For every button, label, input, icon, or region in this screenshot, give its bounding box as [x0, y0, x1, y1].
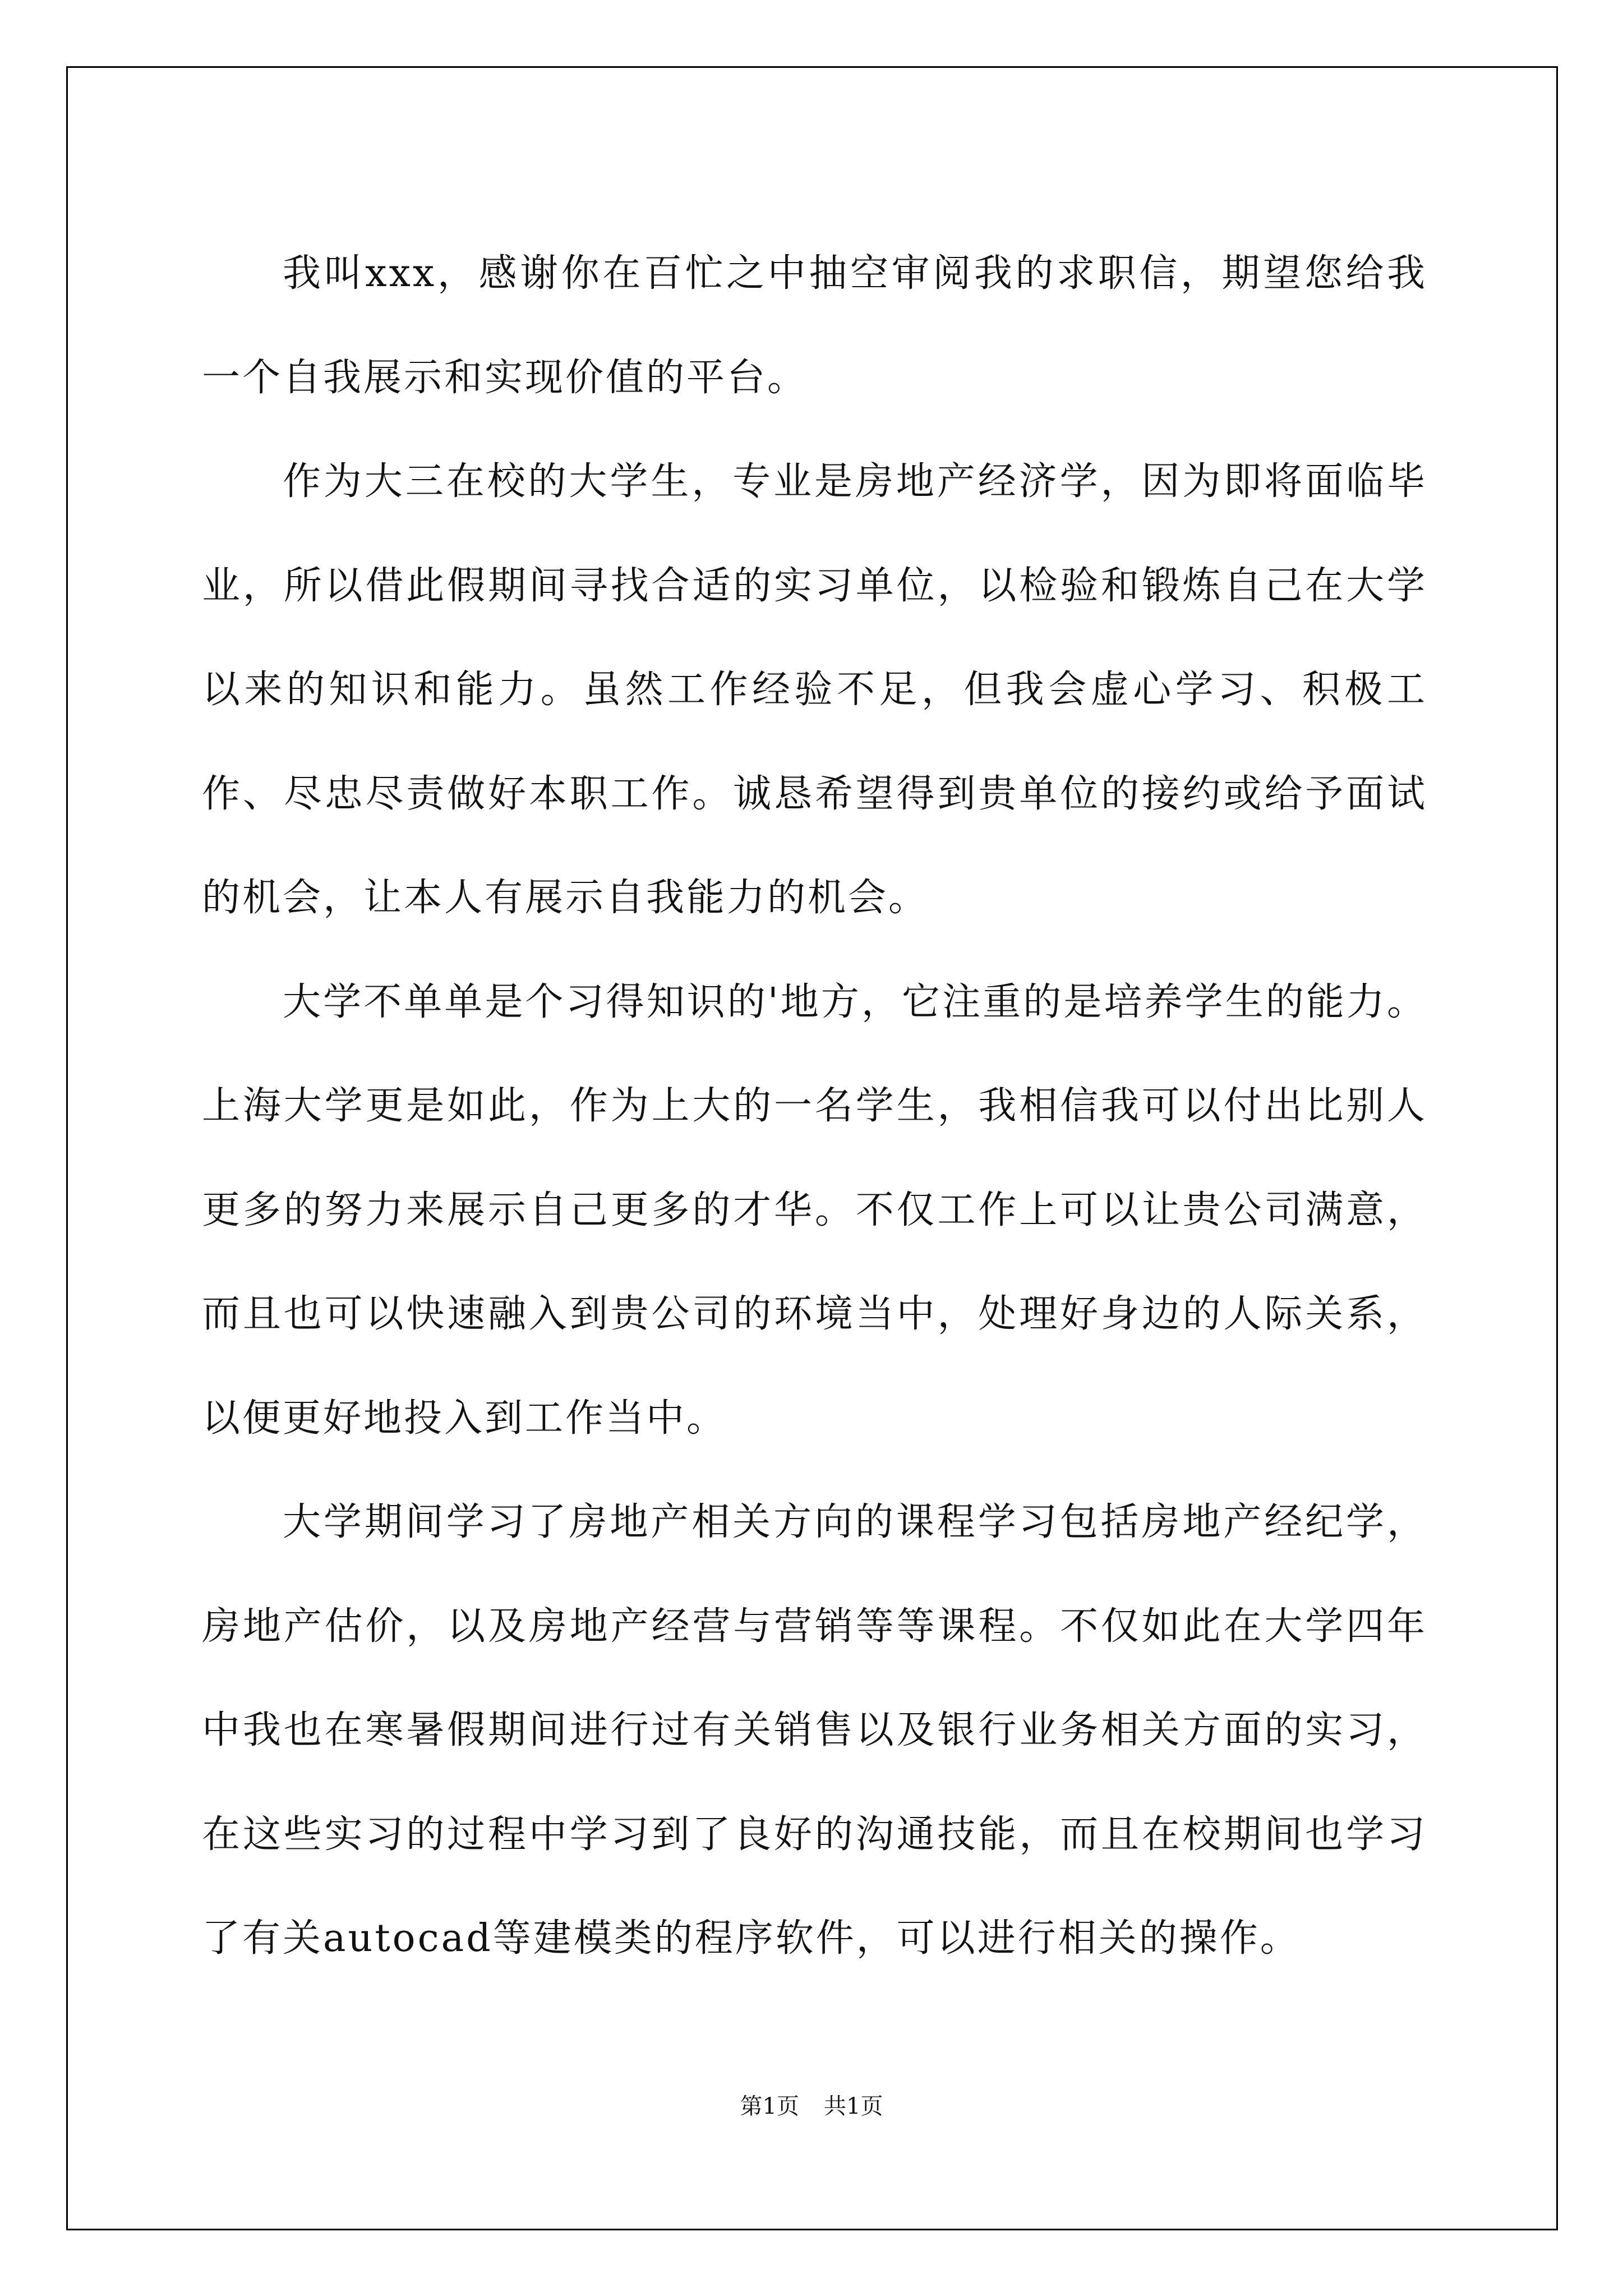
page-number: 第1页: [740, 2093, 799, 2119]
paragraph-experience: 大学期间学习了房地产相关方向的课程学习包括房地产经纪学，房地产估价，以及房地产经营与营销等等课程。不仅如此在大学四年中我也在寒暑假期间进行过有关销售以及银行业务相关方面的实习，在这些实习的过程中学习到了良好的沟通技能，而且在校期间也学习了有关autocad等建模类的程序软件，可以进行相关的操作。: [202, 1500, 1427, 1961]
page-footer: [0, 2092, 1623, 2120]
paragraph-university: 大学不单单是个习得知识的'地方，它注重的是培养学生的能力。上海大学更是如此，作为上大的一名学生，我相信我可以付出比别人更多的努力来展示自己更多的才华。不仅工作上可以让贵公司满意，而且也可以快速融入到贵公司的环境当中，处理好身边的人际关系，以便更好地投入到工作当中。: [202, 979, 1427, 1441]
paragraph-greeting: 我叫xxx，感谢你在百忙之中抽空审阅我的求职信，期望您给我一个自我展示和实现价值的平台。: [202, 251, 1427, 400]
total-pages: 共1页: [824, 2093, 883, 2119]
letter-body: [202, 222, 1427, 1991]
paragraph-background: 作为大三在校的大学生，专业是房地产经济学，因为即将面临毕业，所以借此假期间寻找合适的实习单位，以检验和锻炼自己在大学以来的知识和能力。虽然工作经验不足，但我会虚心学习、积极工作、尽忠尽责做好本职工作。诚恳希望得到贵单位的接约或给予面试的机会，让本人有展示自我能力的机会。: [202, 459, 1427, 920]
